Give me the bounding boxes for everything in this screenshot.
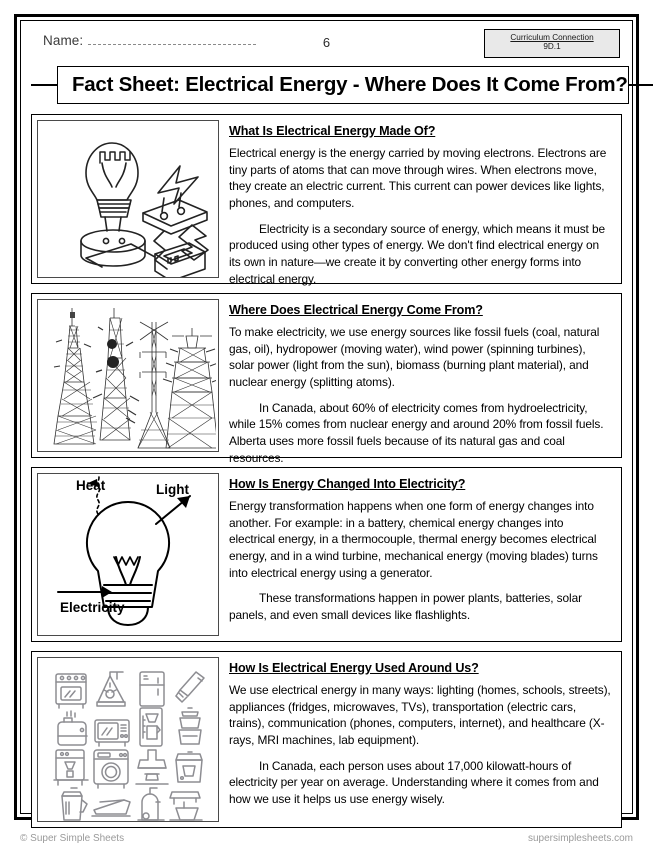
electric-kettle-icon [62, 788, 87, 820]
fact-sheet-sections [31, 114, 622, 828]
fact-section-4 [31, 651, 622, 828]
section-2-paragraph-1: To make electricity, we use energy sources like fossil fuels (coal, natural gas, oil), hydropower (moving water), wind power (spinning turbines), solar power (light from the sun), biomass (burning plant material), and nuclear energy (splitting atoms). [229, 325, 600, 389]
microwave-icon [95, 720, 129, 746]
curriculum-connection-badge [484, 29, 620, 58]
rice-cooker-icon [176, 752, 202, 782]
title-connector-left [31, 84, 57, 86]
worksheet-footer [14, 828, 639, 848]
fact-section-1 [31, 114, 622, 284]
section-2-heading: Where Does Electrical Energy Come From? [229, 303, 483, 317]
household-appliances-icon-grid [37, 657, 219, 822]
worksheet-header [31, 29, 622, 63]
hand-mixer-icon [176, 672, 204, 702]
worksheet-title-row [31, 65, 628, 105]
vacuum-cleaner-icon [138, 788, 164, 820]
page-number: 6 [322, 35, 331, 50]
range-hood-icon [136, 750, 168, 784]
figure-label-heat: Heat [76, 477, 106, 493]
stand-mixer-icon [170, 792, 202, 820]
section-2-paragraph-2: In Canada, about 60% of electricity comes from hydroelectricity, while 15% comes from nuclear energy and around 20% from fossil fuels. Alberta uses more fossil fuels because of its natural gas and coal resources. [229, 400, 604, 465]
figure-label-electricity: Electricity [60, 599, 125, 615]
footer-copyright: © Super Simple Sheets [20, 832, 125, 844]
fact-section-3-body [227, 473, 616, 636]
footer-website[interactable]: supersimplesheets.com [527, 832, 633, 844]
food-steamer-icon [179, 708, 201, 744]
section-1-heading: What Is Electrical Energy Made Of? [229, 124, 436, 138]
section-4-paragraph-1: We use electrical energy in many ways: lighting (homes, schools, streets), appliances (fridges, microwaves, TVs), transportation (electric cars, trains), communication (phones, computers, internet), and healthcare (X-rays, MRI machines, lab equipment). [229, 683, 611, 747]
page-title: Fact Sheet: Electrical Energy - Where Does It Come From? [72, 73, 628, 96]
section-3-heading: How Is Energy Changed Into Electricity? [229, 477, 466, 491]
espresso-machine-icon [54, 750, 88, 785]
fact-section-1-body [227, 120, 616, 286]
lightbulb-circuit-illustration [37, 120, 219, 278]
name-label: Name: [43, 33, 84, 48]
meat-grinder-icon [97, 672, 125, 706]
coffee-maker-icon [140, 708, 162, 746]
curriculum-connection-title: Curriculum Connection [510, 33, 594, 42]
section-4-paragraph-2: In Canada, each person uses about 17,000 kilowatt-hours of electricity per year on average. Understanding where it comes from and how we use it helps us use energy wisely. [229, 758, 599, 806]
section-3-paragraph-1: Energy transformation happens when one form of energy changes into another. For example: in a battery, chemical energy changes into electrical energy, in a thermocouple, thermal energy becomes electrical energy, and in a wind turbine, mechanical energy (moving blades) turns into electrical energy using a generator. [229, 499, 598, 580]
washing-machine-icon [94, 750, 128, 788]
iron-icon [92, 800, 130, 816]
section-3-paragraph-2: These transformations happen in power plants, batteries, solar panels, and even small devices like flashlights. [229, 591, 582, 622]
toaster-icon [58, 711, 87, 745]
section-1-paragraph-2: Electricity is a secondary source of energy, which means it must be produced using other types of energy. We don't find electrical energy on its own in nature—we create it by converting other energy forms into electrical energy. [229, 221, 605, 286]
worksheet-page-inner-border [20, 20, 633, 814]
fact-section-2 [31, 293, 622, 465]
title-connector-right [629, 84, 653, 86]
worksheet-title-box [57, 66, 629, 104]
section-1-paragraph-1: Electrical energy is the energy carried by moving electrons. Electrons are tiny parts of atoms that can move through wires. When electrons move, they create an electric current. This current can power devices like lights, phones, and computers. [229, 146, 607, 210]
fact-section-2-body [227, 299, 616, 465]
stove-icon [56, 674, 86, 708]
transmission-towers-illustration [37, 299, 219, 452]
section-4-heading: How Is Electrical Energy Used Around Us? [229, 661, 479, 675]
refrigerator-icon [140, 672, 164, 706]
curriculum-connection-code: 9D.1 [543, 42, 561, 52]
fact-section-3 [31, 467, 622, 642]
fact-section-4-body [227, 657, 616, 822]
worksheet-page-border [14, 14, 639, 820]
energy-transformation-lightbulb-diagram [37, 473, 219, 636]
figure-label-light: Light [156, 481, 189, 497]
